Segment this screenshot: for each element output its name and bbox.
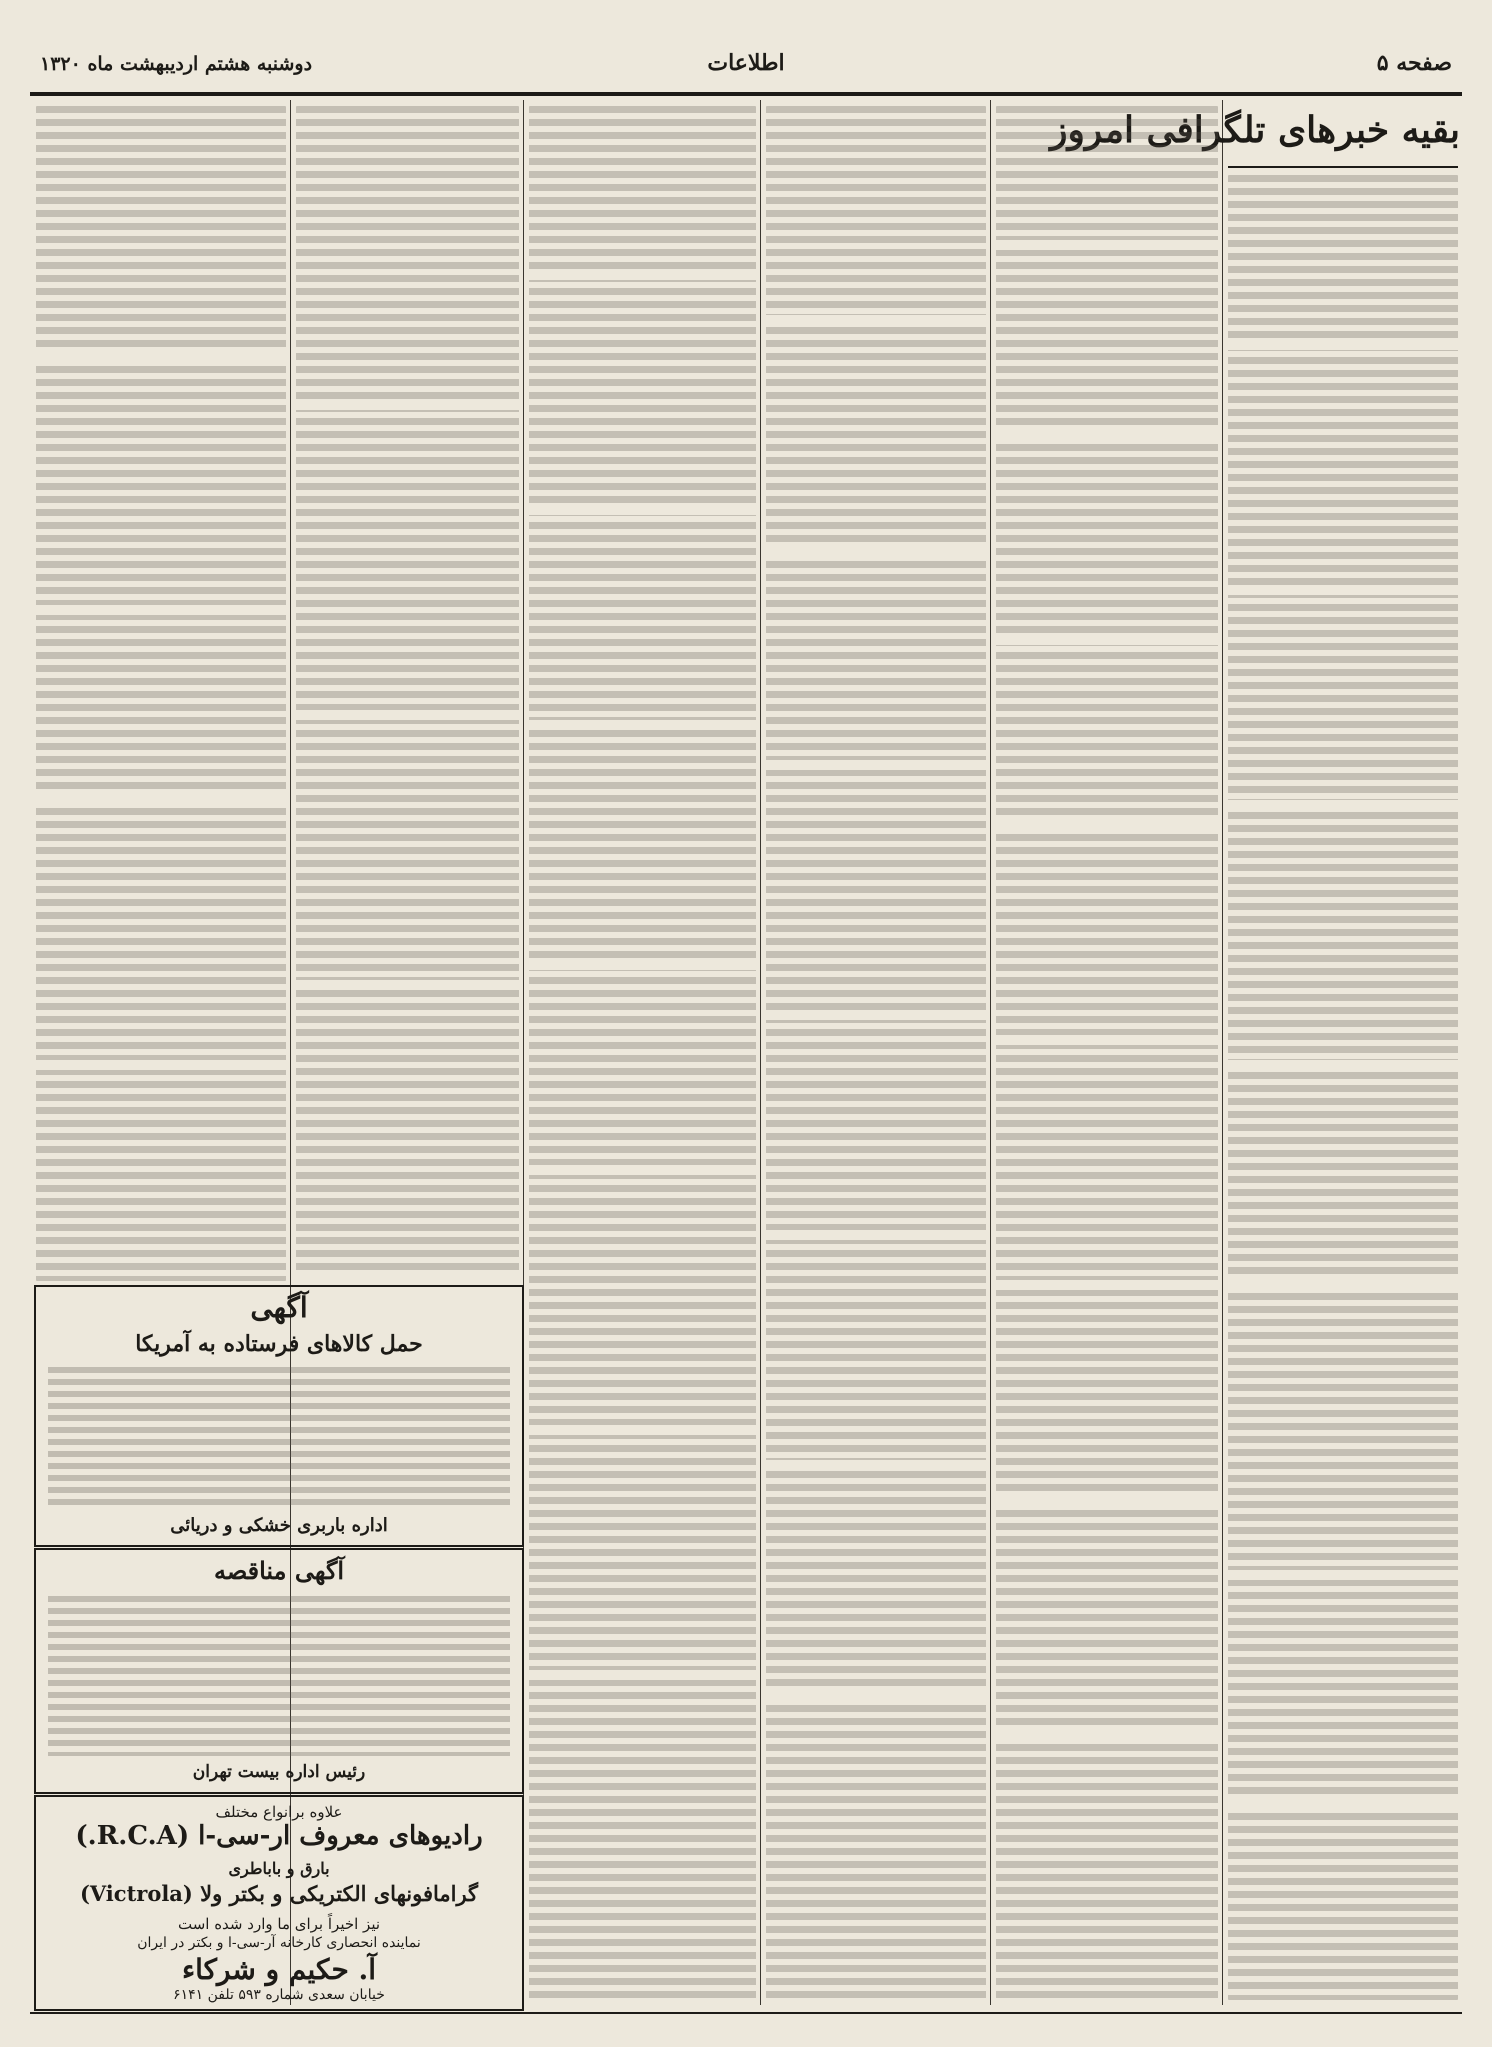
paragraph-gap [762, 1230, 990, 1240]
paragraph-gap [1224, 340, 1462, 350]
ad-gramophone-line: گرامافونهای الکتریکی و بکتر ولا (Victrola) [79, 1881, 479, 1906]
paragraph-gap [762, 315, 990, 325]
paragraph-gap [32, 795, 290, 805]
ad-agent: نماینده انحصاری کارخانه آر-سی-ا و بکتر در ایران [137, 1935, 421, 1951]
paragraph-gap [1224, 585, 1462, 595]
column-text [996, 106, 1218, 2000]
ad-note: نیز اخیراً برای ما وارد شده است [177, 1915, 381, 1933]
ad-subline: بارق و باباطری [228, 1859, 330, 1878]
paragraph-gap [32, 350, 290, 360]
paragraph-gap [992, 430, 1222, 440]
paragraph-gap [992, 1495, 1222, 1505]
column-divider [990, 100, 991, 2005]
main-headline: بقیه خبرهای تلگرافی امروز [1050, 109, 1460, 151]
paragraph-gap [525, 960, 760, 970]
paragraph-gap [992, 1280, 1222, 1290]
paragraph-gap [762, 760, 990, 770]
paragraph-gap [32, 605, 290, 615]
ad-radio-line: رادیوهای معروف ار-سی-ا (R.C.A.) [75, 1821, 483, 1851]
shipping-advertisement [34, 1285, 524, 1547]
ad-label: آگهی مناقصه [213, 1556, 345, 1585]
tender-advertisement [34, 1548, 524, 1794]
ad-footer: اداره باربری خشکی و دریائی [170, 1515, 388, 1536]
paragraph-gap [525, 1165, 760, 1175]
paragraph-gap [762, 545, 990, 555]
paragraph-gap [1224, 1800, 1462, 1810]
paragraph-gap [1224, 1280, 1462, 1290]
column-divider [1222, 100, 1223, 2005]
paragraph-gap [292, 980, 523, 990]
paragraph-gap [1224, 1060, 1462, 1070]
column-4 [525, 100, 760, 2005]
paragraph-gap [525, 270, 760, 280]
paragraph-gap [525, 720, 760, 730]
ad-intro: علاوه برانواع مختلف [215, 1803, 343, 1821]
paragraph-gap [992, 240, 1222, 250]
column-3 [762, 100, 990, 2005]
column-divider [760, 100, 761, 2005]
radio-advertisement [34, 1795, 524, 2011]
column-2 [992, 100, 1222, 2005]
ad-footer: رئیس اداره بیست تهران [192, 1762, 366, 1782]
paragraph-gap [525, 505, 760, 515]
ad-body-text [48, 1596, 510, 1756]
paragraph-gap [992, 635, 1222, 645]
paragraph-gap [1224, 800, 1462, 810]
footer-rule [30, 2012, 1462, 2014]
column-text [296, 106, 519, 1276]
paragraph-gap [32, 1060, 290, 1070]
paragraph-gap [762, 1460, 990, 1470]
paragraph-gap [1224, 1570, 1462, 1580]
newspaper-name: اطلاعات [707, 50, 785, 76]
paragraph-gap [292, 710, 523, 720]
paragraph-gap [992, 1730, 1222, 1740]
ad-body-text [48, 1367, 510, 1507]
column-text [36, 106, 286, 1281]
paragraph-gap [992, 1035, 1222, 1045]
paragraph-gap [525, 1425, 760, 1435]
issue-date: دوشنبه هشتم اردیبهشت ماه ۱۳۲۰ [40, 53, 313, 75]
ad-address: خیابان سعدی شماره ۵۹۳ تلفن ۶۱۴۱ [173, 1987, 385, 2003]
paragraph-gap [762, 1690, 990, 1700]
paragraph-gap [292, 400, 523, 410]
page-number: صفحه ۵ [1376, 50, 1452, 76]
page-header [30, 40, 1462, 90]
column-text [1228, 175, 1458, 2000]
ad-title: حمل کالاهای فرستاده به آمریکا [135, 1331, 423, 1357]
paragraph-gap [525, 1670, 760, 1680]
column-text [529, 106, 756, 2000]
ad-company: آ. حکیم و شرکاء [181, 1953, 377, 1986]
ad-label: آگهی [250, 1291, 308, 1324]
paragraph-gap [762, 1010, 990, 1020]
header-rule [30, 92, 1462, 96]
column-1 [1050, 100, 1462, 2005]
column-text [766, 106, 986, 2000]
paragraph-gap [992, 820, 1222, 830]
